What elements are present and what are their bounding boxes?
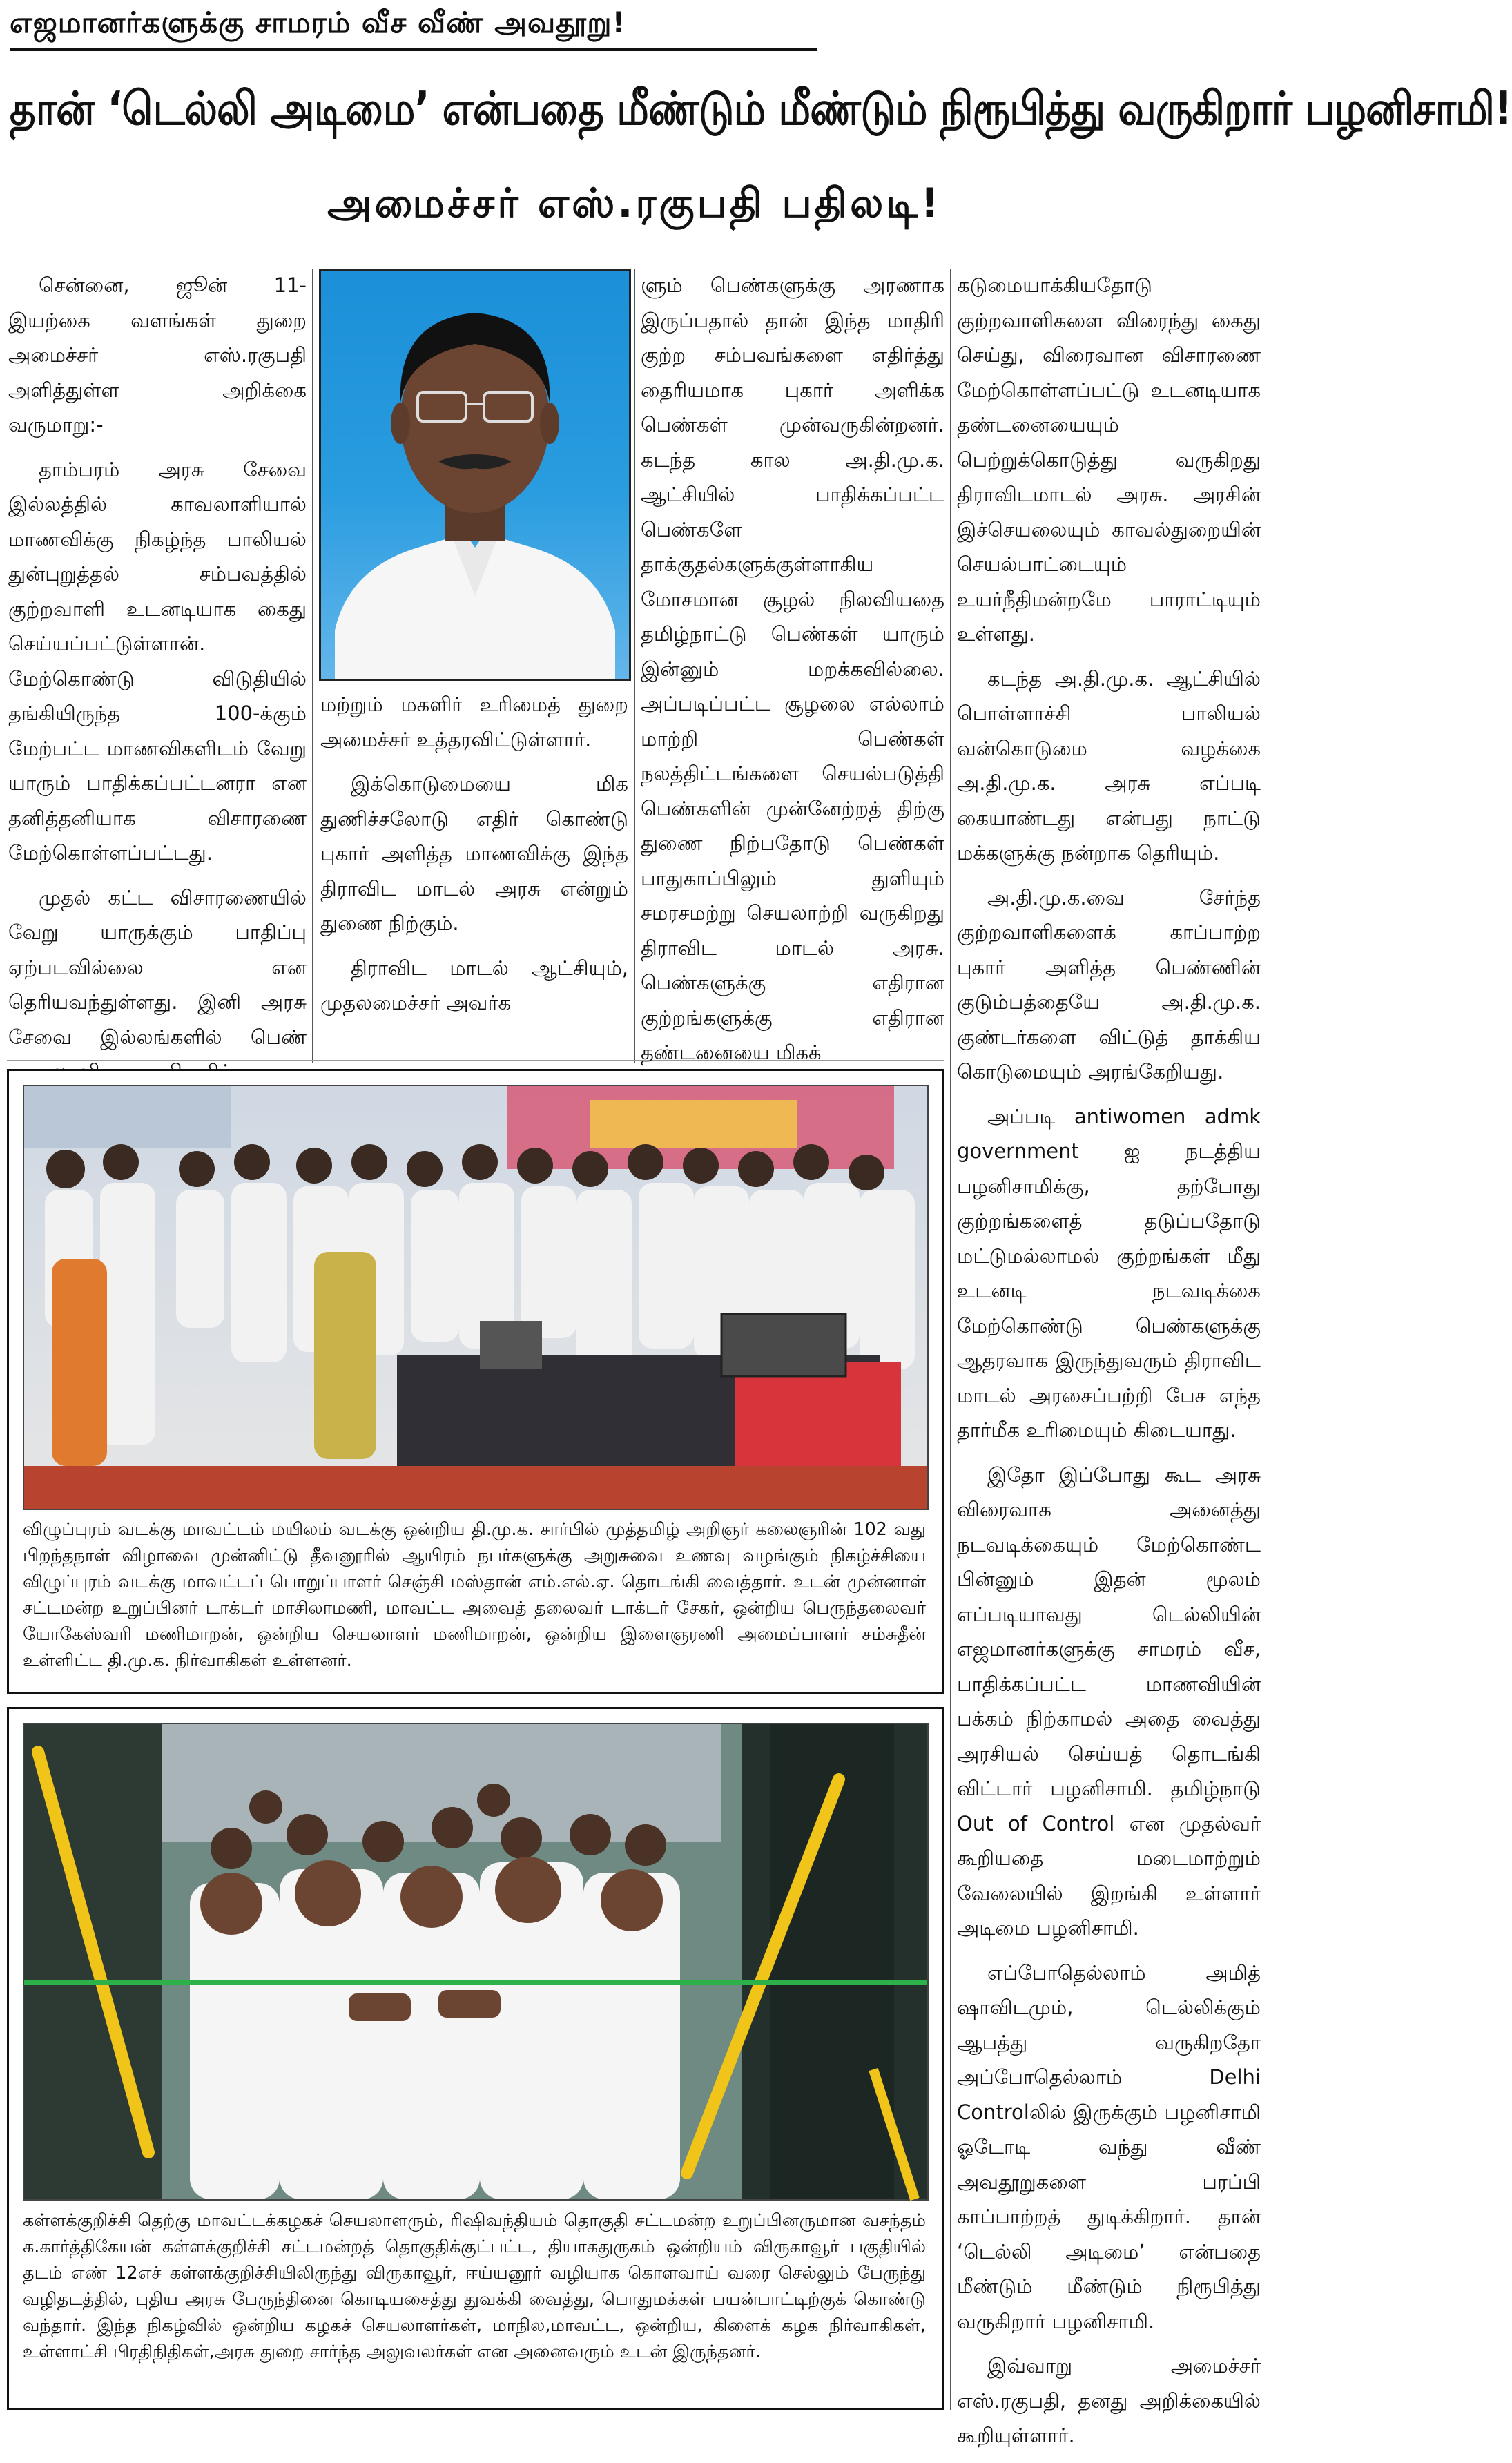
column-rule — [634, 269, 635, 1063]
article-paragraph: எப்போதெல்லாம் அமித் ஷாவிடமும், டெல்லிக்கும் ஆபத்து வருகிறதோ அப்போதெல்லாம் Delhi Controlலில் இருக்கும் பழனிசாமி ஓடோடி வந்து வீண் அவதூறுகளை பரப்பி காப்பாற்றத் துடிக்கிறார். தான் ‘டெல்லி அடிமை’ என்பதை மீண்டும் மீண்டும் நிரூபித்து வருகிறார் பழனிசாமி. — [957, 1960, 1261, 2333]
article-paragraph: மற்றும் மகளிர் உரிமைத் துறை அமைச்சர் உத்தரவிட்டுள்ளார். — [320, 693, 628, 751]
article-column-4 — [957, 268, 1261, 2463]
article-paragraph: இக்கொடுமையை மிக துணிச்சலோடு எதிர் கொண்டு புகார் அளித்த மாணவிக்கு இந்த திராவிட மாடல் அரசு என்றும் துணை நிற்கும். — [320, 772, 628, 935]
article-paragraph: அப்படி antiwomen admk government ஐ நடத்திய பழனிசாமிக்கு, தற்போது குற்றங்களைத் தடுப்பதோடு மட்டுமல்லாமல் குற்றங்கள் மீது உடனடி நடவடிக்கை மேற்கொண்டு பெண்களுக்கு ஆதரவாக இருந்துவரும் திராவிட மாடல் அரசைப்பற்றி பேச எந்த தார்மீக உரிமையும் கிடையாது. — [957, 1104, 1261, 1442]
article-paragraph: கடுமையாக்கியதோடு குற்றவாளிகளை விரைந்து கைது செய்து, விரைவான விசாரணை மேற்கொள்ளப்பட்டு உடனடியாக தண்டனையையும் பெற்றுக்கொடுத்து வருகிறது திராவிடமாடல் அரசு. அரசின் இச்செயலையும் காவல்துறையின் செயல்பாட்டையும் உயர்நீதிமன்றமே பாராட்டியும் உள்ளது. — [957, 273, 1261, 646]
photo-story-2 — [7, 1707, 944, 2410]
kicker-headline: எஜமானர்களுக்கு சாமரம் வீச வீண் அவதூறு! — [10, 6, 626, 39]
article-paragraph: கடந்த அ.தி.மு.க. ஆட்சியில் பொள்ளாச்சி பாலியல் வன்கொடுமை வழக்கை அ.தி.மு.க. அரசு எப்படி கையாண்டது என்பது நாட்டு மக்களுக்கு நன்றாக தெரியும். — [957, 666, 1261, 865]
photo-1-caption: விழுப்புரம் வடக்கு மாவட்டம் மயிலம் வடக்கு ஒன்றிய தி.மு.க. சார்பில் முத்தமிழ் அறிஞர் கலைஞரின் 102 வது பிறந்தநாள் விழாவை முன்னிட்டு தீவனூரில் ஆயிரம் நபர்களுக்கு அறுசுவை உணவு வழங்கும் நிகழ்ச்சியை விழுப்புரம் வடக்கு மாவட்டப் பொறுப்பாளர் செஞ்சி மஸ்தான் எம்.எல்.ஏ. தொடங்கி வைத்தார். உடன் முன்னாள் சட்டமன்ற உறுப்பினர் டாக்டர் மாசிலாமணி, மாவட்ட அவைத் தலைவர் டாக்டர் சேகர், ஒன்றிய பெருந்தலைவர் யோகேஸ்வரி மணிமாறன், ஒன்றிய செயலாளர் மணிமாறன், ஒன்றிய இளைஞரணி அமைப்பாளர் சம்சுதீன் உள்ளிட்ட தி.மு.க. நிர்வாகிகள் உள்ளனர். — [23, 1519, 926, 1671]
article-column-1 — [8, 268, 307, 1134]
portrait-illustration — [321, 271, 629, 679]
article-paragraph: தாம்பரம் அரசு சேவை இல்லத்தில் காவலாளியால் மாணவிக்கு நிகழ்ந்த பாலியல் துன்புறுத்தல் சம்பவத்தில் குற்றவாளி உடனடியாக கைது செய்யப்பட்டுள்ளான். மேற்கொண்டு விடுதியில் தங்கியிருந்த 100-க்கும் மேற்பட்ட மாணவிகளிடம் வேறு யாரும் பாதிக்கப்பட்டனரா என தனித்தனியாக விசாரணை மேற்கொள்ளப்பட்டது. — [8, 457, 307, 865]
photo-illustration — [24, 1086, 927, 1509]
bus-inauguration-photo — [23, 1723, 929, 2201]
article-paragraph: இவ்வாறு அமைச்சர் எஸ்.ரகுபதி, தனது அறிக்கையில் கூறியுள்ளார். — [957, 2354, 1261, 2447]
photo-illustration — [24, 1724, 927, 2199]
article-paragraph: முதல் கட்ட விசாரணையில் வேறு யாருக்கும் பாதிப்பு ஏற்படவில்லை என தெரியவந்துள்ளது. இனி அரசு சேவை இல்லங்களில் பெண் — [8, 885, 307, 1049]
main-headline: தான் ‘டெல்லி அடிமை’ என்பதை மீண்டும் மீண்டும் நிரூபித்து வருகிறார் பழனிசாமி! — [10, 81, 1512, 136]
minister-portrait — [319, 269, 631, 681]
article-column-3 — [641, 268, 944, 1080]
article-column-2 — [320, 687, 628, 1030]
column-rule — [950, 269, 951, 2410]
column-rule — [312, 269, 313, 1063]
photo-2-caption: கள்ளக்குறிச்சி தெற்கு மாவட்டக்கழகச் செயலாளரும், ரிஷிவந்தியம் தொகுதி சட்டமன்ற உறுப்பினருமான வசந்தம் க.கார்த்திகேயன் கள்ளக்குறிச்சி சட்டமன்றத் தொகுதிக்குட்பட்ட, தியாகதுருகம் ஒன்றியம் விருகாவூர் பகுதியில் தடம் எண் 12எச் கள்ளக்குறிச்சியிலிருந்து விருகாவூர், ஈய்யனூர் வழியாக கொளவாய் வரை செல்லும் பேருந்து வழிதடத்தில், புதிய அரசு பேருந்தினை கொடியசைத்து துவக்கி வைத்து, பொதுமக்கள் பயன்பாட்டிற்குக் கொண்டு வந்தார். இந்த நிகழ்வில் ஒன்றிய கழகச் செயலாளர்கள், மாநில,மாவட்ட, ஒன்றிய, கிளைக் கழக நிர்வாகிகள், உள்ளாட்சி பிரதிநிதிகள்,அரசு துறை சார்ந்த அலுவலர்கள் என அனைவரும் உடன் இருந்தனர். — [23, 2210, 926, 2362]
article-paragraph: அ.தி.மு.க.வை சேர்ந்த குற்றவாளிகளைக் காப்பாற்ற புகார் அளித்த பெண்ணின் குடும்பத்தையே அ.தி.மு.க. குண்டர்களை விட்டுத் தாக்கிய கொடுமையும் அரங்கேறியது. — [957, 885, 1261, 1083]
article-paragraph: ளும் பெண்களுக்கு அரணாக இருப்பதால் தான் இந்த மாதிரி குற்ற சம்பவங்களை எதிர்த்து தைரியமாக புகார் அளிக்க பெண்கள் முன்வருகின்றனர். கடந்த கால அ.தி.மு.க. ஆட்சியில் பாதிக்கப்பட்ட பெண்களே தாக்குதல்களுக்குள்ளாகிய மோசமான சூழல் நிலவியதை தமிழ்நாட்டு பெண்கள் யாரும் இன்னும் மறக்கவில்லை. அப்படிப்பட்ட சூழலை எல்லாம் மாற்றி பெண்கள் நலத்திட்டங்களை செயல்படுத்தி பெண்களின் முன்னேற்றத் திற்கு துணை நிற்பதோடு பெண்கள் பாதுகாப்பிலும் துளியும் சமரசமற்று செயலாற்றி வருகிறது திராவிட மாடல் அரசு. பெண்களுக்கு எதிரான குற்றங்களுக்கு எதிரான தண்டனையை மிகக் — [641, 273, 944, 1064]
sub-headline: அமைச்சர் எஸ்.ரகுபதி பதிலடி! — [327, 180, 942, 226]
photo-story-1 — [7, 1069, 944, 1694]
kicker-underline — [10, 48, 817, 51]
article-paragraph: இதோ இப்போது கூட அரசு விரைவாக அனைத்து நடவடிக்கையும் மேற்கொண்ட பின்னும் இதன் மூலம் எப்படியாவது டெல்லியின் எஜமானர்களுக்கு சாமரம் வீச, பாதிக்கப்பட்ட மாணவியின் பக்கம் நிற்காமல் அதை வைத்து அரசியல் செய்யத் தொடங்கி விட்டார் பழனிசாமி. தமிழ்நாடு Out of Control என முதல்வர் கூறியதை மடைமாற்றும் வேலையில் இறங்கி உள்ளார் அடிமை பழனிசாமி. — [957, 1462, 1261, 1940]
food-distribution-photo — [23, 1085, 929, 1510]
article-paragraph: திராவிட மாடல் ஆட்சியும், முதலமைச்சர் அவர்க — [320, 956, 628, 1014]
article-paragraph: சென்னை, ஜூன் 11- இயற்கை வளங்கள் துறை அமைச்சர் எஸ்.ரகுபதி அளித்துள்ள அறிக்கை வருமாறு:- — [8, 273, 307, 436]
